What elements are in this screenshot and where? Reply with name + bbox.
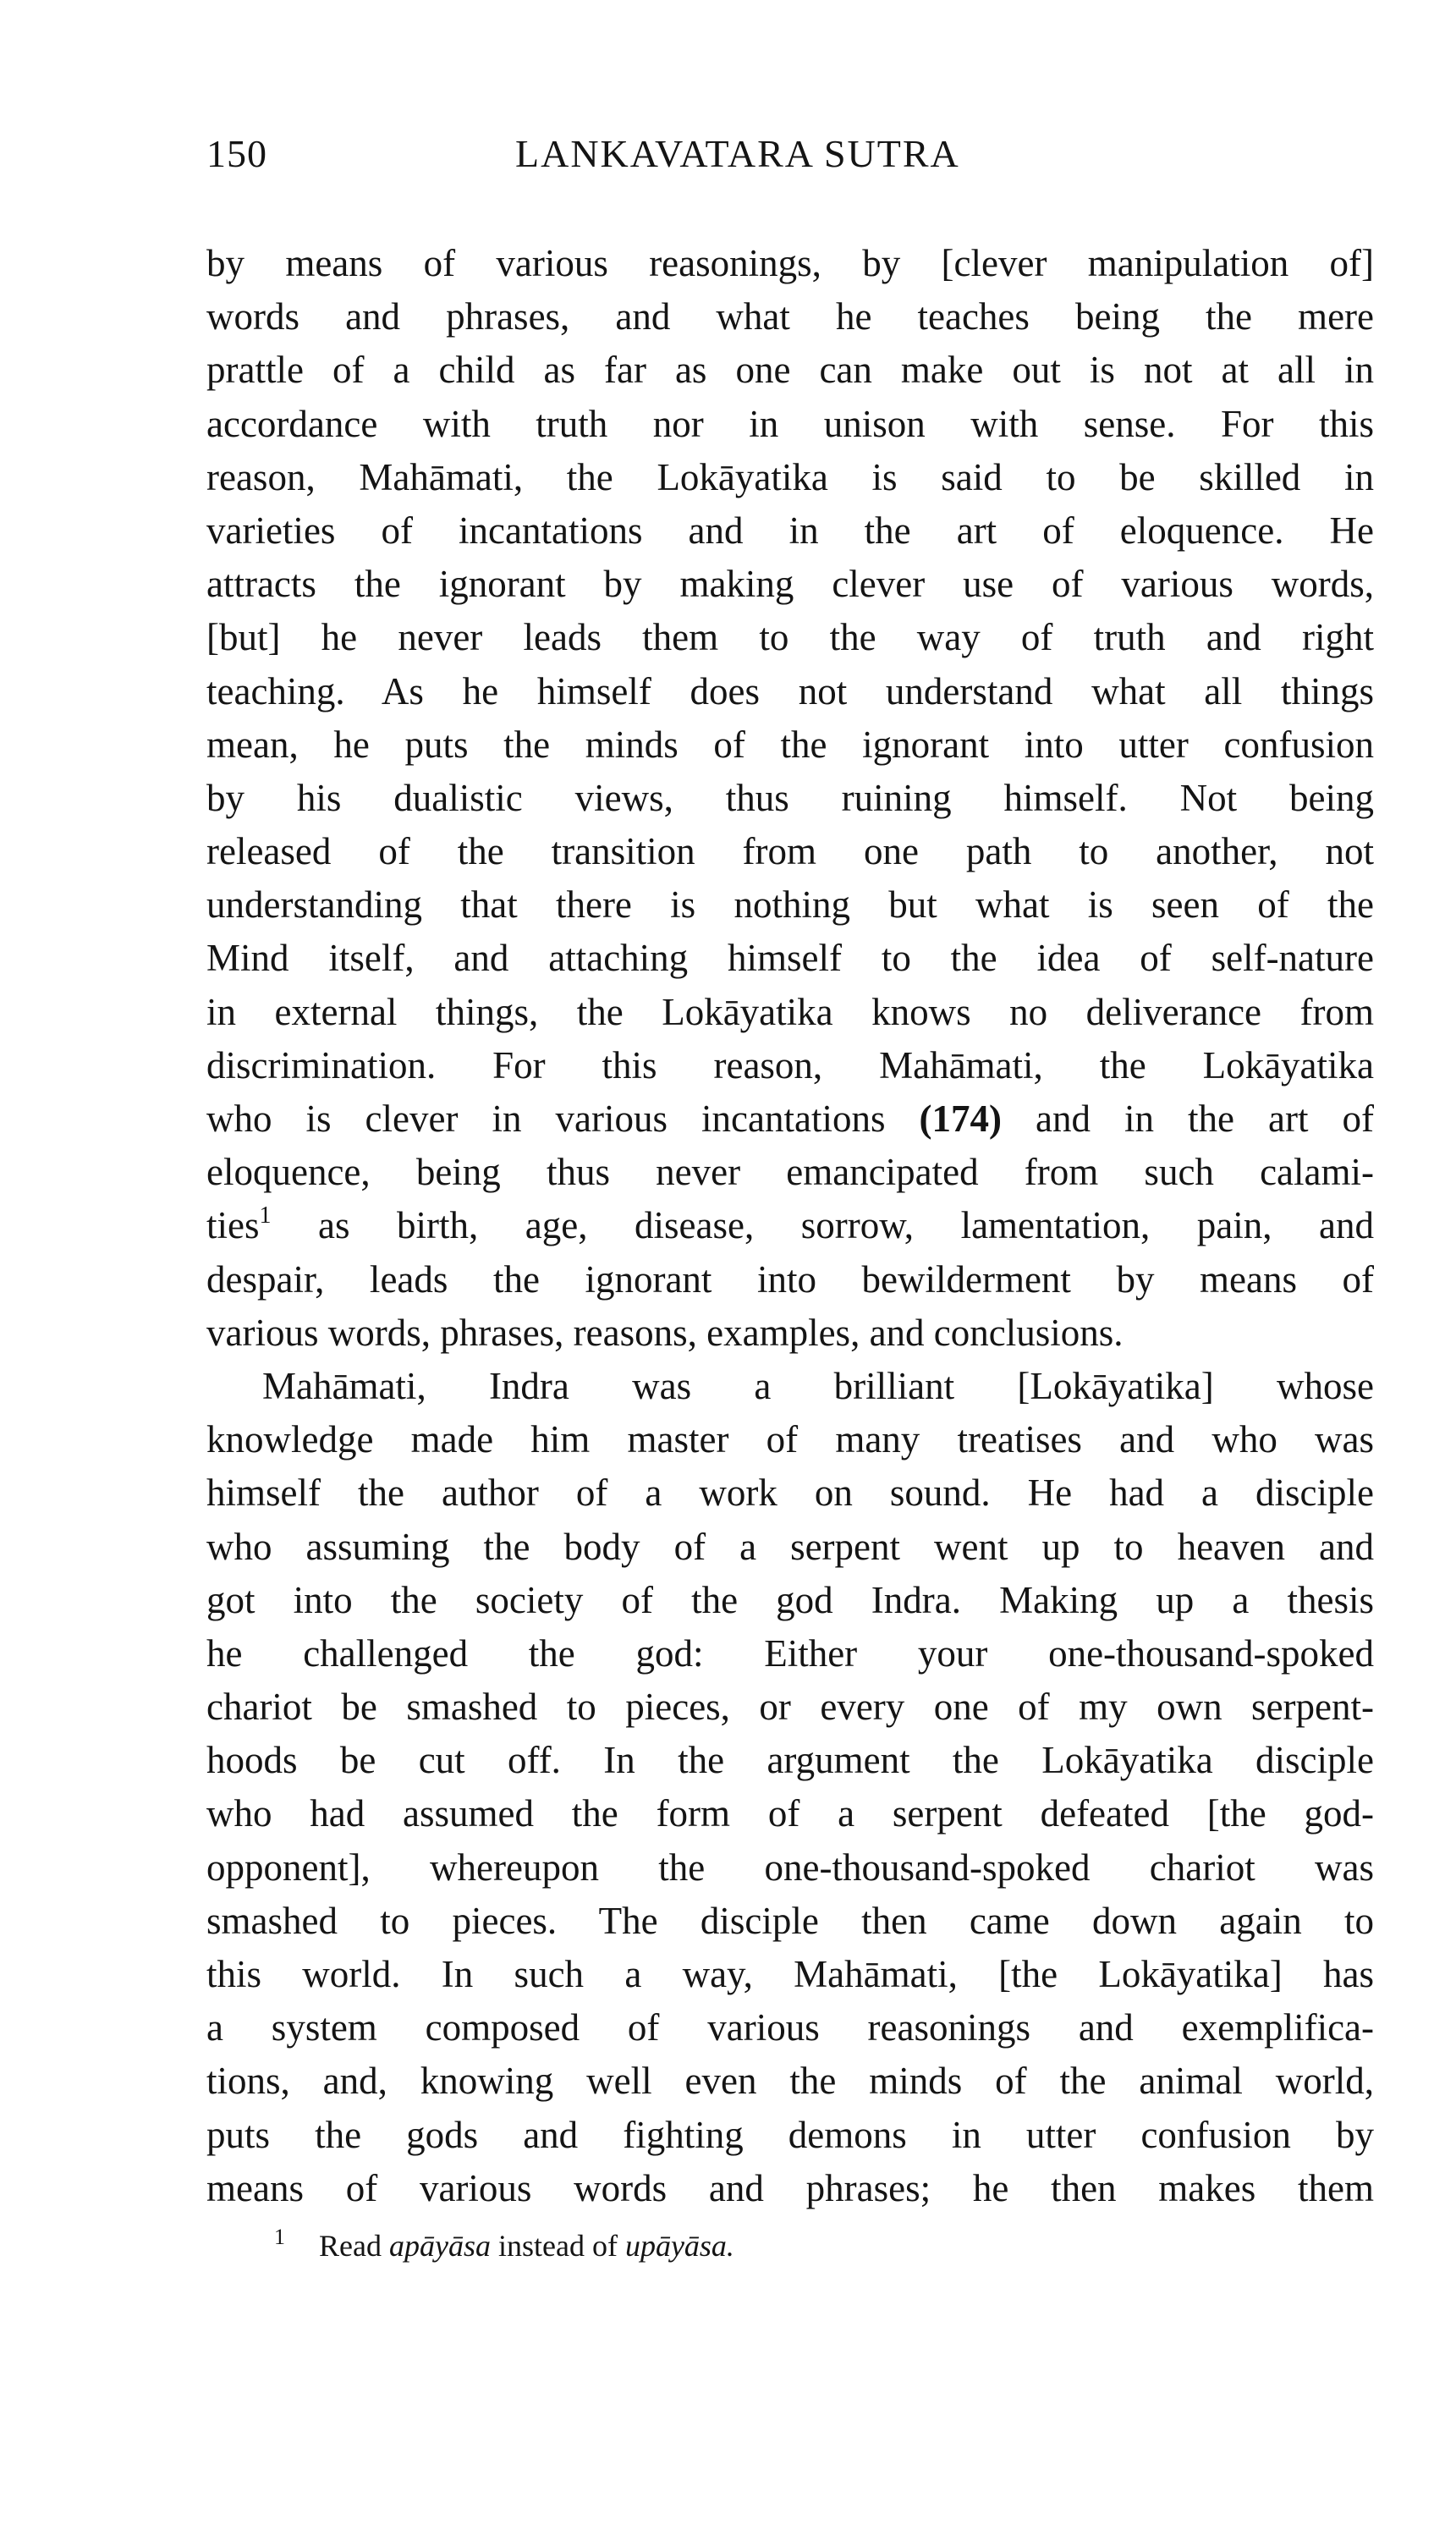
text-segment: as birth, age, disease, sorrow, lamentation, pain, and bbox=[271, 1204, 1374, 1247]
text-line: chariot be smashed to pieces, or every one of my own serpent- bbox=[206, 1686, 1374, 1729]
text-line: prattle of a child as far as one can make out is not at all in bbox=[206, 349, 1374, 392]
text-line: means of various words and phrases; he then makes them bbox=[206, 2166, 1374, 2209]
footnote-text: Read bbox=[319, 2228, 382, 2263]
text-line: words and phrases, and what he teaches being the mere bbox=[206, 295, 1374, 338]
book-page bbox=[206, 127, 1374, 2268]
text-line: by his dualistic views, thus ruining himself. Not being bbox=[206, 776, 1374, 819]
text-line: despair, leads the ignorant into bewilderment by means of bbox=[206, 1257, 1374, 1301]
footnote-reference: 1 bbox=[259, 1202, 272, 1229]
text-line: tions, and, knowing well even the minds of the animal world, bbox=[206, 2060, 1374, 2103]
running-title: LANKAVATARA SUTRA bbox=[515, 132, 960, 175]
text-line: knowledge made him master of many treatises and who was bbox=[206, 1418, 1374, 1461]
page-number: 150 bbox=[206, 132, 267, 175]
text-line: opponent], whereupon the one-thousand-spoked chariot was bbox=[206, 1846, 1374, 1889]
body-text bbox=[206, 237, 1374, 2215]
text-line: [but] he never leads them to the way of truth and right bbox=[206, 616, 1374, 659]
text-line: released of the transition from one path to another, not bbox=[206, 830, 1374, 873]
text-line: himself the author of a work on sound. He had a disciple bbox=[206, 1472, 1374, 1515]
text-line: reason, Mahāmati, the Lokāyatika is said to be skilled in bbox=[206, 455, 1374, 498]
text-line: hoods be cut off. In the argument the Lokāyatika disciple bbox=[206, 1739, 1374, 1782]
running-head bbox=[206, 127, 1374, 181]
text-line: Mind itself, and attaching himself to the idea of self-nature bbox=[206, 937, 1374, 980]
text-line: a system composed of various reasonings and exemplifica- bbox=[206, 2006, 1374, 2049]
text-line: he challenged the god: Either your one-thousand-spoked bbox=[206, 1631, 1374, 1675]
text-line: attracts the ignorant by making clever use of various words, bbox=[206, 563, 1374, 606]
footnote-term: apāyāsa bbox=[388, 2228, 491, 2263]
text-line: discrimination. For this reason, Mahāmati, the Lokāyatika bbox=[206, 1043, 1374, 1086]
text-line: varieties of incantations and in the art of eloquence. He bbox=[206, 509, 1374, 552]
paragraph-1 bbox=[206, 237, 1374, 1360]
text-line: puts the gods and fighting demons in utter confusion by bbox=[206, 2113, 1374, 2156]
text-line bbox=[206, 1199, 1374, 1252]
footnote-term: upāyāsa. bbox=[624, 2228, 734, 2263]
text-line: accordance with truth nor in unison with sense. For this bbox=[206, 402, 1374, 445]
text-line bbox=[206, 1092, 1374, 1146]
text-line: this world. In such a way, Mahāmati, [the Lokāyatika] has bbox=[206, 1953, 1374, 1995]
text-line: who had assumed the form of a serpent defeated [the god- bbox=[206, 1792, 1374, 1835]
footnote-text: instead of bbox=[497, 2228, 618, 2263]
text-line: in external things, the Lokāyatika knows no deliverance from bbox=[206, 990, 1374, 1033]
text-line: Mahāmati, Indra was a brilliant [Lokāyatika] whose bbox=[262, 1364, 1374, 1407]
footnote-mark: 1 bbox=[274, 2224, 285, 2249]
original-text-reference: (174) bbox=[919, 1097, 1002, 1140]
text-line: got into the society of the god Indra. Making up a thesis bbox=[206, 1578, 1374, 1621]
text-line: various words, phrases, reasons, examples, and conclusions. bbox=[206, 1311, 1124, 1354]
text-line: teaching. As he himself does not understand what all things bbox=[206, 669, 1374, 712]
text-segment: who is clever in various incantations bbox=[206, 1097, 920, 1140]
text-line: mean, he puts the minds of the ignorant into utter confusion bbox=[206, 723, 1374, 766]
footnote bbox=[206, 2215, 1374, 2268]
text-line: eloquence, being thus never emancipated from such calami- bbox=[206, 1151, 1374, 1194]
text-line: smashed to pieces. The disciple then came down again to bbox=[206, 1899, 1374, 1942]
paragraph-2 bbox=[206, 1360, 1374, 2215]
text-line: understanding that there is nothing but what is seen of the bbox=[206, 883, 1374, 927]
text-line: by means of various reasonings, by [clever manipulation of] bbox=[206, 242, 1374, 284]
text-line: who assuming the body of a serpent went up to heaven and bbox=[206, 1525, 1374, 1568]
text-segment: ties bbox=[206, 1204, 260, 1247]
text-segment: and in the art of bbox=[1001, 1097, 1374, 1140]
